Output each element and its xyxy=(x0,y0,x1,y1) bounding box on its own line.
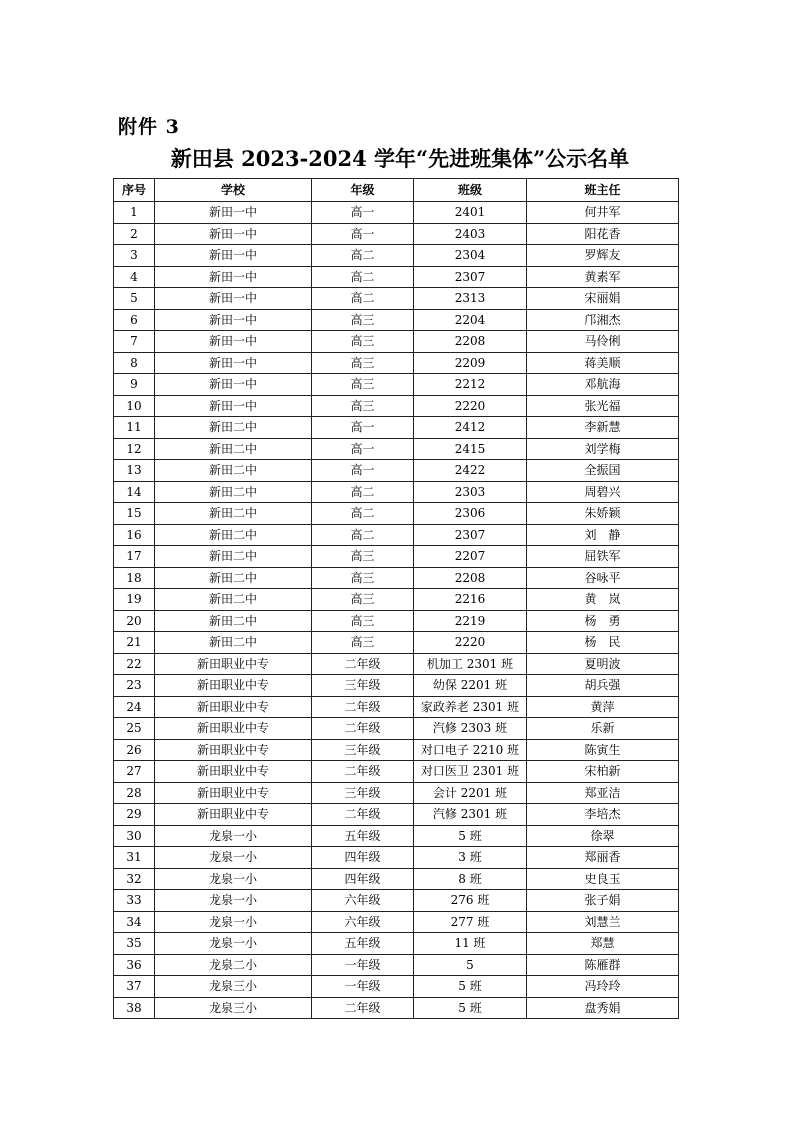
attachment-label: 附件 3 xyxy=(118,116,180,138)
table-row xyxy=(114,632,679,654)
table-row xyxy=(114,266,679,288)
cell-school: 新田职业中专 xyxy=(155,718,312,740)
cell-class: 276 班 xyxy=(414,890,527,912)
table-row xyxy=(114,782,679,804)
cell-school: 新田一中 xyxy=(155,352,312,374)
table-row xyxy=(114,331,679,353)
cell-index: 5 xyxy=(114,288,155,310)
cell-grade: 高三 xyxy=(312,352,414,374)
cell-index: 6 xyxy=(114,309,155,331)
honor-list-table xyxy=(113,178,679,1019)
cell-class: 2307 xyxy=(414,266,527,288)
cell-class: 2212 xyxy=(414,374,527,396)
cell-class: 对口电子 2210 班 xyxy=(414,739,527,761)
cell-school: 新田职业中专 xyxy=(155,804,312,826)
cell-teacher: 郑慧 xyxy=(527,933,679,955)
cell-school: 新田二中 xyxy=(155,524,312,546)
cell-grade: 高一 xyxy=(312,202,414,224)
cell-teacher: 宋丽娟 xyxy=(527,288,679,310)
cell-index: 32 xyxy=(114,868,155,890)
cell-school: 龙泉一小 xyxy=(155,868,312,890)
table-row xyxy=(114,202,679,224)
cell-index: 33 xyxy=(114,890,155,912)
cell-class: 2209 xyxy=(414,352,527,374)
cell-index: 12 xyxy=(114,438,155,460)
cell-class: 2415 xyxy=(414,438,527,460)
cell-school: 龙泉一小 xyxy=(155,911,312,933)
cell-teacher: 全振国 xyxy=(527,460,679,482)
cell-index: 14 xyxy=(114,481,155,503)
page-title: 新田县 2023-2024 学年“先进班集体”公示名单 xyxy=(170,146,630,171)
cell-grade: 二年级 xyxy=(312,696,414,718)
cell-teacher: 蒋美顺 xyxy=(527,352,679,374)
cell-index: 18 xyxy=(114,567,155,589)
cell-teacher: 杨 民 xyxy=(527,632,679,654)
cell-class: 2412 xyxy=(414,417,527,439)
cell-grade: 高二 xyxy=(312,503,414,525)
table-row xyxy=(114,976,679,998)
cell-school: 龙泉三小 xyxy=(155,976,312,998)
cell-index: 16 xyxy=(114,524,155,546)
table-row xyxy=(114,395,679,417)
table-row xyxy=(114,761,679,783)
cell-school: 新田职业中专 xyxy=(155,696,312,718)
table-row xyxy=(114,374,679,396)
cell-grade: 一年级 xyxy=(312,954,414,976)
cell-school: 龙泉一小 xyxy=(155,890,312,912)
cell-teacher: 马伶俐 xyxy=(527,331,679,353)
column-header-index: 序号 xyxy=(114,179,155,202)
cell-index: 7 xyxy=(114,331,155,353)
cell-teacher: 陈雁群 xyxy=(527,954,679,976)
cell-teacher: 陈寅生 xyxy=(527,739,679,761)
column-header-school: 学校 xyxy=(155,179,312,202)
cell-grade: 高二 xyxy=(312,524,414,546)
cell-index: 29 xyxy=(114,804,155,826)
cell-grade: 高一 xyxy=(312,223,414,245)
cell-school: 新田一中 xyxy=(155,202,312,224)
cell-class: 5 班 xyxy=(414,976,527,998)
cell-grade: 高二 xyxy=(312,266,414,288)
cell-index: 15 xyxy=(114,503,155,525)
cell-grade: 高三 xyxy=(312,309,414,331)
cell-index: 10 xyxy=(114,395,155,417)
cell-grade: 高三 xyxy=(312,567,414,589)
table-row xyxy=(114,954,679,976)
cell-school: 新田二中 xyxy=(155,460,312,482)
cell-grade: 高三 xyxy=(312,546,414,568)
cell-teacher: 宋柏新 xyxy=(527,761,679,783)
cell-class: 对口医卫 2301 班 xyxy=(414,761,527,783)
cell-school: 新田一中 xyxy=(155,331,312,353)
table-header-row xyxy=(114,179,679,202)
cell-teacher: 盘秀娟 xyxy=(527,997,679,1019)
cell-class: 2401 xyxy=(414,202,527,224)
cell-class: 2306 xyxy=(414,503,527,525)
cell-class: 幼保 2201 班 xyxy=(414,675,527,697)
cell-class: 11 班 xyxy=(414,933,527,955)
table-body xyxy=(114,202,679,1019)
cell-teacher: 邝湘杰 xyxy=(527,309,679,331)
cell-index: 20 xyxy=(114,610,155,632)
table-row xyxy=(114,417,679,439)
cell-school: 新田二中 xyxy=(155,438,312,460)
cell-teacher: 黄素军 xyxy=(527,266,679,288)
cell-class: 会计 2201 班 xyxy=(414,782,527,804)
cell-grade: 三年级 xyxy=(312,675,414,697)
cell-teacher: 胡兵强 xyxy=(527,675,679,697)
cell-grade: 二年级 xyxy=(312,718,414,740)
cell-index: 13 xyxy=(114,460,155,482)
cell-grade: 高三 xyxy=(312,610,414,632)
cell-grade: 高一 xyxy=(312,438,414,460)
cell-grade: 高二 xyxy=(312,481,414,503)
cell-index: 1 xyxy=(114,202,155,224)
table-row xyxy=(114,675,679,697)
cell-index: 11 xyxy=(114,417,155,439)
cell-school: 新田职业中专 xyxy=(155,739,312,761)
cell-school: 龙泉二小 xyxy=(155,954,312,976)
cell-class: 2304 xyxy=(414,245,527,267)
cell-index: 31 xyxy=(114,847,155,869)
cell-grade: 高三 xyxy=(312,395,414,417)
cell-class: 2307 xyxy=(414,524,527,546)
cell-school: 新田一中 xyxy=(155,309,312,331)
cell-index: 19 xyxy=(114,589,155,611)
cell-school: 龙泉三小 xyxy=(155,997,312,1019)
cell-class: 2216 xyxy=(414,589,527,611)
table-row xyxy=(114,997,679,1019)
cell-class: 3 班 xyxy=(414,847,527,869)
cell-teacher: 谷咏平 xyxy=(527,567,679,589)
cell-grade: 高三 xyxy=(312,374,414,396)
cell-index: 23 xyxy=(114,675,155,697)
cell-index: 21 xyxy=(114,632,155,654)
cell-school: 新田职业中专 xyxy=(155,782,312,804)
cell-index: 37 xyxy=(114,976,155,998)
cell-grade: 一年级 xyxy=(312,976,414,998)
cell-grade: 高三 xyxy=(312,331,414,353)
cell-index: 25 xyxy=(114,718,155,740)
cell-school: 新田一中 xyxy=(155,266,312,288)
cell-index: 38 xyxy=(114,997,155,1019)
cell-class: 2219 xyxy=(414,610,527,632)
cell-index: 34 xyxy=(114,911,155,933)
table-row xyxy=(114,739,679,761)
cell-class: 家政养老 2301 班 xyxy=(414,696,527,718)
cell-teacher: 史良玉 xyxy=(527,868,679,890)
column-header-class: 班级 xyxy=(414,179,527,202)
cell-grade: 六年级 xyxy=(312,911,414,933)
cell-teacher: 张子娟 xyxy=(527,890,679,912)
cell-class: 汽修 2303 班 xyxy=(414,718,527,740)
cell-teacher: 何井军 xyxy=(527,202,679,224)
cell-teacher: 朱娇颖 xyxy=(527,503,679,525)
cell-teacher: 邓航海 xyxy=(527,374,679,396)
cell-teacher: 杨 勇 xyxy=(527,610,679,632)
cell-grade: 高三 xyxy=(312,589,414,611)
cell-teacher: 罗辉友 xyxy=(527,245,679,267)
cell-teacher: 刘慧兰 xyxy=(527,911,679,933)
cell-school: 龙泉一小 xyxy=(155,933,312,955)
table-row xyxy=(114,245,679,267)
cell-grade: 四年级 xyxy=(312,868,414,890)
table-row xyxy=(114,868,679,890)
cell-grade: 高三 xyxy=(312,632,414,654)
cell-school: 新田一中 xyxy=(155,288,312,310)
cell-teacher: 李培杰 xyxy=(527,804,679,826)
cell-school: 新田一中 xyxy=(155,374,312,396)
cell-grade: 五年级 xyxy=(312,825,414,847)
column-header-teacher: 班主任 xyxy=(527,179,679,202)
cell-index: 2 xyxy=(114,223,155,245)
table-row xyxy=(114,589,679,611)
cell-grade: 三年级 xyxy=(312,782,414,804)
cell-teacher: 屈铁军 xyxy=(527,546,679,568)
cell-class: 5 xyxy=(414,954,527,976)
table-row xyxy=(114,352,679,374)
cell-school: 新田二中 xyxy=(155,632,312,654)
cell-school: 龙泉一小 xyxy=(155,847,312,869)
cell-school: 新田二中 xyxy=(155,546,312,568)
cell-school: 新田二中 xyxy=(155,610,312,632)
cell-grade: 六年级 xyxy=(312,890,414,912)
cell-class: 2403 xyxy=(414,223,527,245)
cell-grade: 二年级 xyxy=(312,997,414,1019)
cell-class: 汽修 2301 班 xyxy=(414,804,527,826)
cell-class: 2313 xyxy=(414,288,527,310)
cell-index: 35 xyxy=(114,933,155,955)
cell-class: 机加工 2301 班 xyxy=(414,653,527,675)
cell-class: 2208 xyxy=(414,567,527,589)
cell-grade: 高二 xyxy=(312,245,414,267)
cell-grade: 二年级 xyxy=(312,761,414,783)
cell-class: 277 班 xyxy=(414,911,527,933)
cell-teacher: 阳花香 xyxy=(527,223,679,245)
cell-school: 新田一中 xyxy=(155,223,312,245)
table-row xyxy=(114,696,679,718)
cell-teacher: 黄 岚 xyxy=(527,589,679,611)
cell-school: 新田职业中专 xyxy=(155,761,312,783)
cell-class: 2204 xyxy=(414,309,527,331)
table-row xyxy=(114,524,679,546)
table-row xyxy=(114,933,679,955)
table-row xyxy=(114,610,679,632)
cell-teacher: 刘 静 xyxy=(527,524,679,546)
cell-teacher: 刘学梅 xyxy=(527,438,679,460)
cell-class: 2208 xyxy=(414,331,527,353)
cell-grade: 三年级 xyxy=(312,739,414,761)
cell-grade: 二年级 xyxy=(312,804,414,826)
cell-index: 9 xyxy=(114,374,155,396)
cell-index: 28 xyxy=(114,782,155,804)
cell-index: 30 xyxy=(114,825,155,847)
cell-teacher: 郑亚洁 xyxy=(527,782,679,804)
cell-teacher: 张光福 xyxy=(527,395,679,417)
cell-teacher: 夏明波 xyxy=(527,653,679,675)
table-row xyxy=(114,718,679,740)
cell-index: 26 xyxy=(114,739,155,761)
cell-teacher: 乐新 xyxy=(527,718,679,740)
table-row xyxy=(114,546,679,568)
cell-grade: 高一 xyxy=(312,417,414,439)
cell-class: 2220 xyxy=(414,395,527,417)
table-row xyxy=(114,481,679,503)
cell-class: 2207 xyxy=(414,546,527,568)
cell-class: 2422 xyxy=(414,460,527,482)
cell-class: 8 班 xyxy=(414,868,527,890)
table-row xyxy=(114,653,679,675)
table-row xyxy=(114,847,679,869)
table-row xyxy=(114,825,679,847)
table-row xyxy=(114,438,679,460)
cell-index: 24 xyxy=(114,696,155,718)
cell-school: 新田二中 xyxy=(155,567,312,589)
cell-school: 新田二中 xyxy=(155,589,312,611)
cell-school: 新田一中 xyxy=(155,395,312,417)
table-row xyxy=(114,309,679,331)
cell-index: 22 xyxy=(114,653,155,675)
cell-grade: 四年级 xyxy=(312,847,414,869)
cell-class: 2220 xyxy=(414,632,527,654)
cell-class: 5 班 xyxy=(414,825,527,847)
cell-grade: 高二 xyxy=(312,288,414,310)
cell-index: 4 xyxy=(114,266,155,288)
table-row xyxy=(114,804,679,826)
table-row xyxy=(114,890,679,912)
table-row xyxy=(114,503,679,525)
cell-school: 新田职业中专 xyxy=(155,653,312,675)
cell-school: 新田二中 xyxy=(155,417,312,439)
cell-school: 新田一中 xyxy=(155,245,312,267)
cell-school: 新田二中 xyxy=(155,481,312,503)
cell-grade: 二年级 xyxy=(312,653,414,675)
cell-teacher: 黄萍 xyxy=(527,696,679,718)
cell-teacher: 冯玲玲 xyxy=(527,976,679,998)
cell-index: 3 xyxy=(114,245,155,267)
table-row xyxy=(114,288,679,310)
cell-school: 新田职业中专 xyxy=(155,675,312,697)
cell-index: 17 xyxy=(114,546,155,568)
cell-teacher: 李新慧 xyxy=(527,417,679,439)
cell-class: 5 班 xyxy=(414,997,527,1019)
cell-index: 8 xyxy=(114,352,155,374)
table-row xyxy=(114,460,679,482)
column-header-grade: 年级 xyxy=(312,179,414,202)
cell-school: 龙泉一小 xyxy=(155,825,312,847)
cell-teacher: 郑丽香 xyxy=(527,847,679,869)
table-row xyxy=(114,567,679,589)
cell-teacher: 徐翠 xyxy=(527,825,679,847)
cell-index: 27 xyxy=(114,761,155,783)
cell-class: 2303 xyxy=(414,481,527,503)
cell-grade: 高一 xyxy=(312,460,414,482)
table-row xyxy=(114,911,679,933)
cell-index: 36 xyxy=(114,954,155,976)
cell-grade: 五年级 xyxy=(312,933,414,955)
cell-school: 新田二中 xyxy=(155,503,312,525)
table-row xyxy=(114,223,679,245)
cell-teacher: 周碧兴 xyxy=(527,481,679,503)
